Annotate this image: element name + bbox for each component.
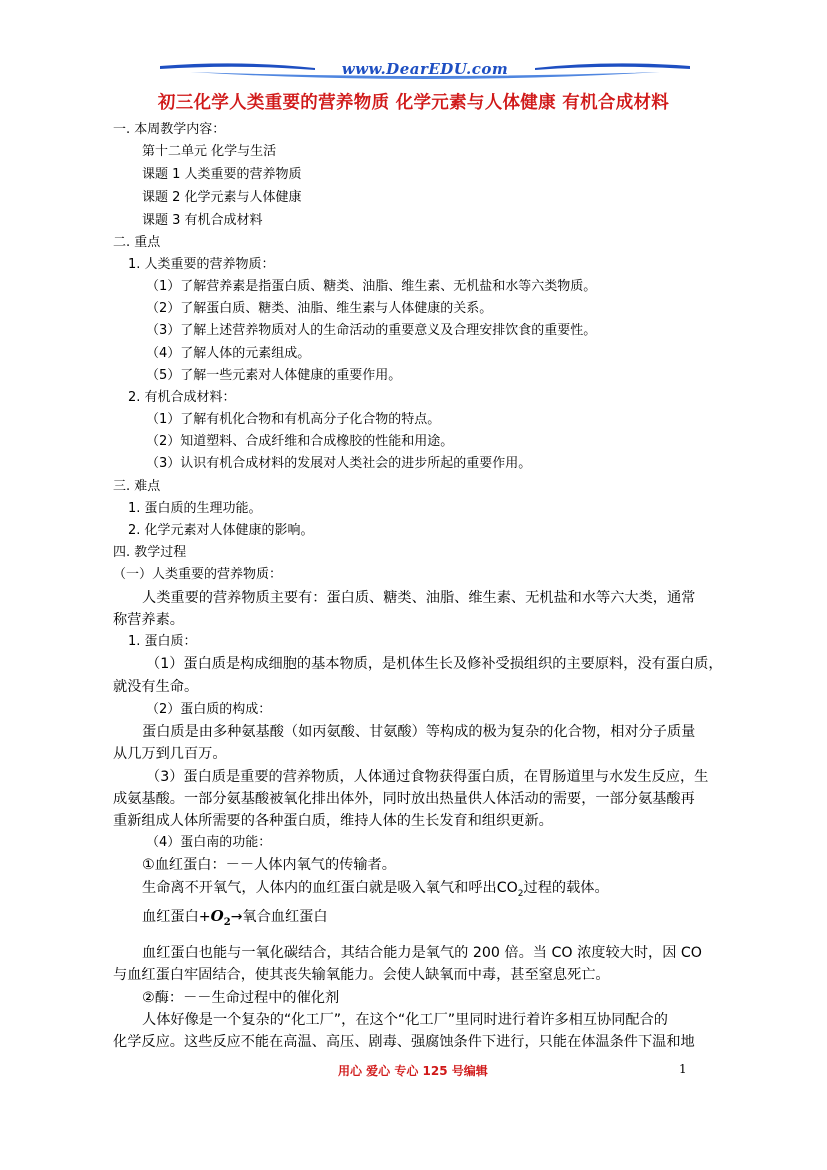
page-number: 1 bbox=[679, 1062, 687, 1076]
text-line: 人体好像是一个复杂的“化工厂”，在这个“化工厂”里同时进行着许多相互协同配合的 bbox=[142, 1012, 668, 1028]
section-heading: 四. 教学过程 bbox=[113, 545, 187, 560]
co2-suffix: 过程的载体。 bbox=[523, 880, 609, 896]
footer-text: 用心 爱心 专心 125 号编辑 bbox=[338, 1064, 488, 1078]
text-line: （4）了解人体的元素组成。 bbox=[146, 346, 311, 361]
text-line: 血红蛋白也能与一氧化碳结合，其结合能力是氧气的 200 倍。当 CO 浓度较大时，因 CO bbox=[142, 945, 702, 961]
text-line: 第十二单元 化学与生活 bbox=[142, 144, 277, 159]
text-line: （3）认识有机合成材料的发展对人类社会的进步所起的重要作用。 bbox=[146, 456, 532, 471]
text-line-start: 生命离不开氧气，人体内的血红蛋白就是吸入氧气和呼出 bbox=[142, 880, 497, 896]
text-line: （一）人类重要的营养物质： bbox=[113, 567, 283, 582]
text-line: ①血红蛋白：－－人体内氧气的传输者。 bbox=[142, 857, 396, 873]
co2-prefix: CO bbox=[496, 880, 518, 896]
text-line: 课题 2 化学元素与人体健康 bbox=[142, 190, 302, 205]
text-line bbox=[142, 879, 609, 903]
text-line: 成氨基酸。一部分氨基酸被氧化排出体外，同时放出热量供人体活动的需要，一部分氨基酸再 bbox=[113, 791, 695, 807]
text-line: 1. 人类重要的营养物质： bbox=[128, 257, 275, 272]
site-url[interactable]: www.DearEDU.com bbox=[341, 60, 509, 78]
text-line: （1）了解有机化合物和有机高分子化合物的特点。 bbox=[146, 412, 441, 427]
text-line: （2）蛋白质的构成： bbox=[146, 702, 272, 717]
page-title: 初三化学人类重要的营养物质 化学元素与人体健康 有机合成材料 bbox=[157, 93, 670, 113]
text-line: （5）了解一些元素对人体健康的重要作用。 bbox=[146, 368, 402, 383]
oxygen-symbol bbox=[210, 907, 231, 928]
section-heading: 一. 本周教学内容： bbox=[113, 122, 226, 137]
reaction-formula bbox=[142, 906, 328, 928]
text-line: 从几万到几百万。 bbox=[113, 746, 227, 762]
text-line: 2. 化学元素对人体健康的影响。 bbox=[128, 523, 314, 538]
oxygen-subscript: 2 bbox=[223, 917, 231, 928]
text-line: 与血红蛋白牢固结合，使其丧失输氧能力。会使人缺氧而中毒，甚至窒息死亡。 bbox=[113, 967, 610, 983]
oxygen-letter: O bbox=[210, 907, 224, 925]
text-line: （4）蛋白南的功能： bbox=[146, 835, 272, 850]
text-line: 蛋白质是由多种氨基酸（如丙氨酸、甘氨酸）等构成的极为复杂的化合物，相对分子质量 bbox=[142, 724, 696, 740]
arrow-icon: → bbox=[230, 909, 243, 925]
text-line: ②酶：－－生命过程中的催化剂 bbox=[142, 990, 340, 1006]
text-line: 1. 蛋白质的生理功能。 bbox=[128, 501, 262, 516]
text-line: 课题 1 人类重要的营养物质 bbox=[142, 167, 302, 182]
text-line: 就没有生命。 bbox=[113, 679, 199, 695]
text-line: 称营养素。 bbox=[113, 612, 184, 628]
co2-subscript: 2 bbox=[517, 888, 524, 899]
text-line: 化学反应。这些反应不能在高温、高压、剧毒、强腐蚀条件下进行，只能在体温条件下温和地 bbox=[113, 1034, 695, 1050]
formula-reactant: 血红蛋白+ bbox=[142, 909, 211, 925]
text-line: 2. 有机合成材料： bbox=[128, 390, 236, 405]
text-line: （3）蛋白质是重要的营养物质，人体通过食物获得蛋白质，在胃肠道里与水发生反应，生 bbox=[146, 769, 709, 785]
section-heading: 三. 难点 bbox=[113, 479, 161, 494]
site-banner bbox=[150, 56, 700, 88]
text-line: （3）了解上述营养物质对人的生命活动的重要意义及合理安排饮食的重要性。 bbox=[146, 323, 597, 338]
text-line: 人类重要的营养物质主要有：蛋白质、糖类、油脂、维生素、无机盐和水等六大类，通常 bbox=[142, 590, 696, 606]
text-line: （1）蛋白质是构成细胞的基本物质，是机体生长及修补受损组织的主要原料，没有蛋白质， bbox=[146, 656, 723, 672]
text-line: （1）了解营养素是指蛋白质、糖类、油脂、维生素、无机盐和水等六类物质。 bbox=[146, 279, 597, 294]
formula-product: 氧合血红蛋白 bbox=[242, 909, 328, 925]
text-line: 1. 蛋白质： bbox=[128, 634, 197, 649]
text-line: （2）知道塑料、合成纤维和合成橡胶的性能和用途。 bbox=[146, 434, 454, 449]
text-line: 重新组成人体所需要的各种蛋白质，维持人体的生长发育和组织更新。 bbox=[113, 813, 553, 829]
text-line: 课题 3 有机合成材料 bbox=[142, 213, 263, 228]
co2-formula bbox=[496, 880, 524, 899]
text-line: （2）了解蛋白质、糖类、油脂、维生素与人体健康的关系。 bbox=[146, 301, 493, 316]
section-heading: 二. 重点 bbox=[113, 235, 161, 250]
